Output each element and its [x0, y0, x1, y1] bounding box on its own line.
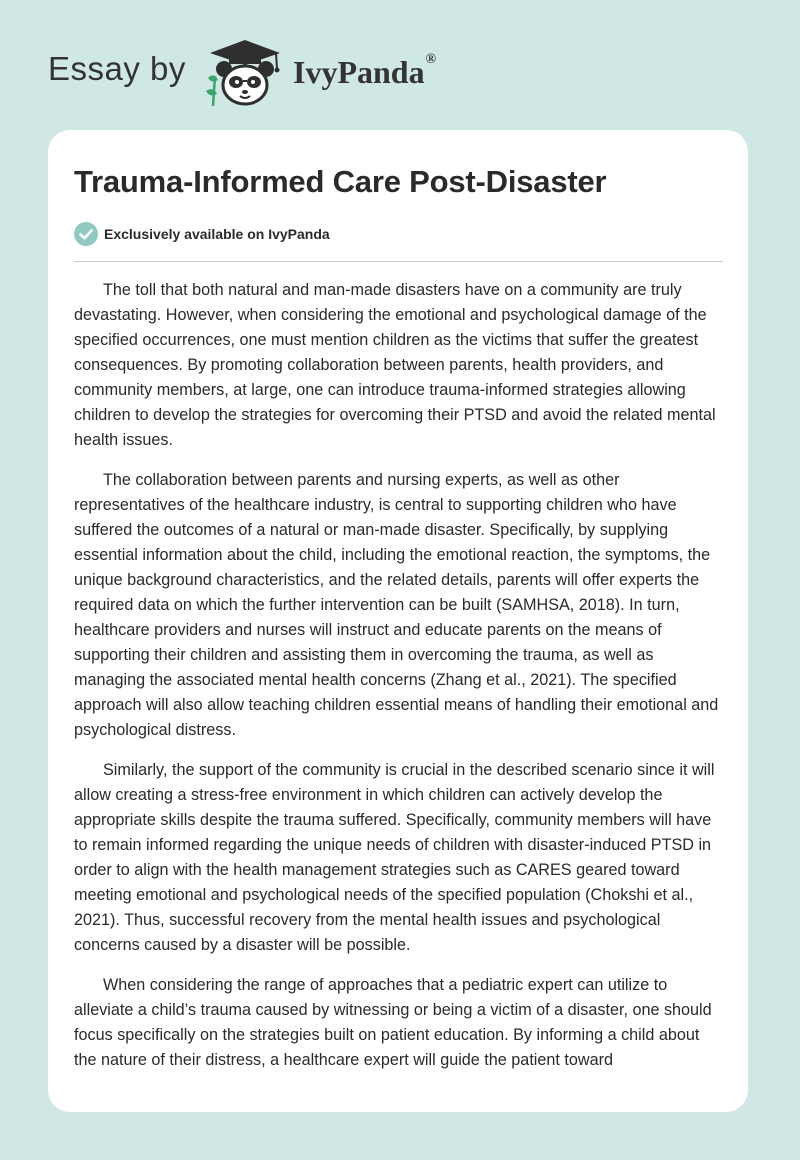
essay-by-label: Essay by [48, 50, 186, 87]
essay-card [48, 130, 748, 1112]
brand-text: IvyPanda [293, 54, 425, 90]
page-title: Trauma-Informed Care Post-Disaster [74, 164, 607, 199]
divider [74, 261, 723, 262]
paragraph: When considering the range of approaches that a pediatric expert can utilize to alleviate a child’s trauma caused by witnessing or being a victim of a disaster, one should focus specifically on the strategies built on patient education. By informing a child about the nature of their distress, a healthcare expert will guide the patient toward [74, 976, 712, 1069]
registered-mark: ® [425, 52, 437, 67]
badge-label: Exclusively available on IvyPanda [104, 226, 330, 242]
paragraph: The collaboration between parents and nursing experts, as well as other representatives of the healthcare industry, is central to supporting children who have suffered the outcomes of a natural or man-made disaster. Specifically, by supplying essential information about the child, including the emotional reaction, the symptoms, the unique background characteristics, and the related details, parents will offer experts the required data on which the further intervention can be built (SAMHSA, 2018). In turn, healthcare providers and nurses will instruct and educate parents on the means of supporting their children and assisting them in overcoming the trauma, as well as managing the associated mental health concerns (Zhang et al., 2021). The specified approach will also allow teaching children essential means of handling their emotional and psychological distress. [74, 471, 719, 739]
panda-logo-icon[interactable] [200, 36, 286, 108]
site-header [0, 0, 800, 130]
brand-name[interactable] [293, 54, 436, 91]
check-circle-icon [74, 222, 98, 246]
paragraph: The toll that both natural and man-made disasters have on a community are truly devastating. However, when considering the emotional and psychological damage of the specified occurrences, one must mention children as the victims that suffer the greatest consequences. By promoting collaboration between parents, health providers, and community members, at large, one can introduce trauma-informed strategies allowing children to develop the strategies for overcoming their PTSD and avoid the related mental health issues. [74, 281, 716, 449]
exclusive-badge [74, 222, 330, 246]
essay-body [74, 278, 726, 1088]
paragraph: Similarly, the support of the community is crucial in the described scenario since it will allow creating a stress-free environment in which children can actively develop the appropriate skills despite the trauma suffered. Specifically, community members will have to remain informed regarding the unique needs of children with disaster-induced PTSD in order to align with the health management strategies such as CARES geared toward meeting emotional and psychological needs of the specified population (Chokshi et al., 2021). Thus, successful recovery from the mental health issues and psychological concerns caused by a disaster will be possible. [74, 761, 715, 954]
